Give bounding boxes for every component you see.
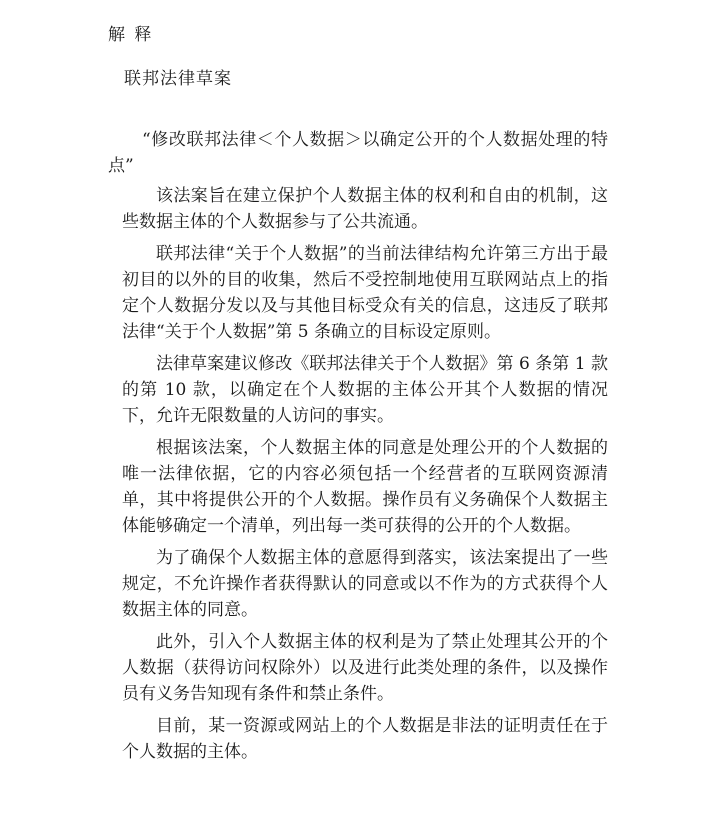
paragraph-1: 该法案旨在建立保护个人数据主体的权利和自由的机制，这些数据主体的个人数据参与了公共流通。: [122, 186, 608, 232]
document-heading: 解 释: [108, 25, 154, 45]
paragraph-2: 联邦法律“关于个人数据”的当前法律结构允许第三方出于最初目的以外的目的收集，然后不受控制地使用互联网站点上的指定个人数据分发以及与其他目标受众有关的信息，这违反了联邦法律“关于个人数据”第 5 条确立的目标设定原则。: [122, 244, 608, 342]
paragraph-4: 根据该法案，个人数据主体的同意是处理公开的个人数据的唯一法律依据，它的内容必须包括一个经营者的互联网资源清单，其中将提供公开的个人数据。操作员有义务确保个人数据主体能够确定一个清单，列出每一类可获得的公开的个人数据。: [122, 438, 608, 536]
document-body: [122, 183, 608, 771]
paragraph-5: 为了确保个人数据主体的意愿得到落实，该法案提出了一些规定，不允许操作者获得默认的同意或以不作为的方式获得个人数据主体的同意。: [122, 548, 608, 620]
document-subheading: 联邦法律草案: [124, 69, 232, 89]
paragraph-6: 此外，引入个人数据主体的权利是为了禁止处理其公开的个人数据（获得访问权除外）以及进行此类处理的条件，以及操作员有义务告知现有条件和禁止条件。: [122, 632, 608, 704]
paragraph-3: 法律草案建议修改《联邦法律关于个人数据》第 6 条第 1 款的第 10 款，以确定在个人数据的主体公开其个人数据的情况下，允许无限数量的人访问的事实。: [122, 354, 608, 426]
paragraph-7: 目前，某一资源或网站上的个人数据是非法的证明责任在于个人数据的主体。: [122, 716, 608, 762]
bill-title: “修改联邦法律＜个人数据＞以确定公开的个人数据处理的特点”: [108, 130, 608, 176]
